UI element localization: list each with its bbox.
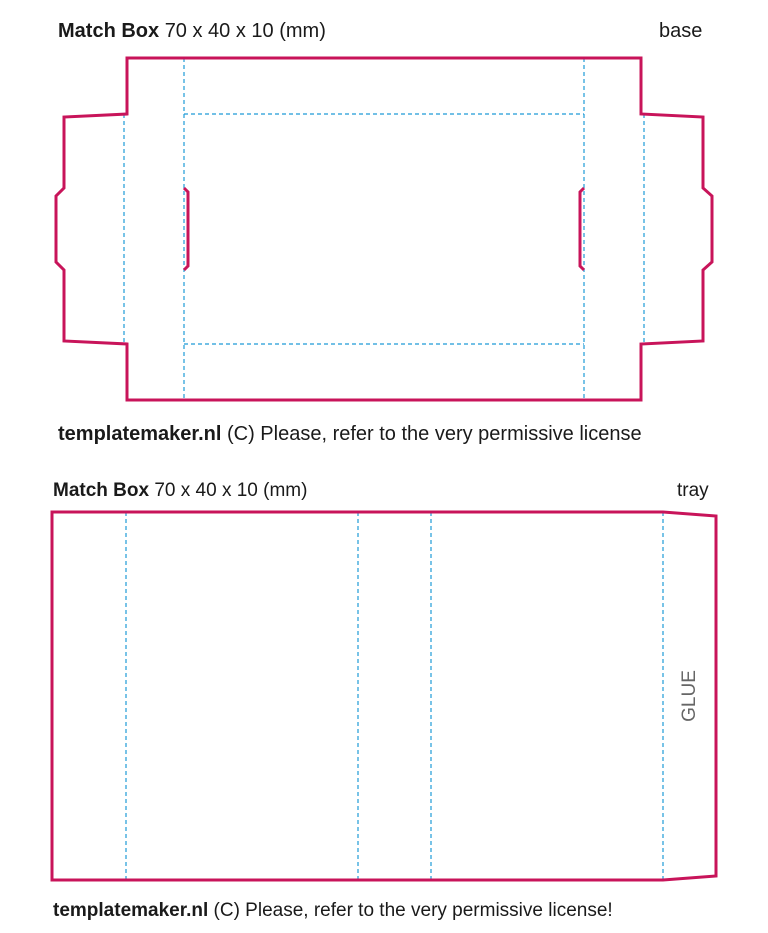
tray-title-bold: Match Box	[53, 480, 150, 501]
tray-part-label: tray	[677, 480, 709, 501]
base-credit-bold: templatemaker.nl	[58, 423, 222, 445]
base-title-dims: 70 x 40 x 10 (mm)	[164, 20, 326, 42]
base-credit-text: (C) Please, refer to the very permissive license	[226, 423, 642, 445]
tray-credit-text: (C) Please, refer to the very permissive license!	[213, 900, 613, 921]
base-title-bold: Match Box	[58, 20, 160, 42]
tray-template	[52, 512, 716, 880]
base-template	[56, 58, 712, 400]
base-fold-lines	[124, 58, 644, 400]
tray-cut-outline	[52, 512, 716, 880]
base-cut-outline	[56, 58, 712, 400]
tray-title-dims: 70 x 40 x 10 (mm)	[154, 480, 308, 501]
base-slit-left	[184, 188, 188, 270]
glue-label: GLUE	[679, 670, 700, 722]
tray-fold-lines	[126, 512, 663, 880]
tray-credit-bold: templatemaker.nl	[53, 900, 209, 921]
base-part-label: base	[659, 20, 703, 42]
